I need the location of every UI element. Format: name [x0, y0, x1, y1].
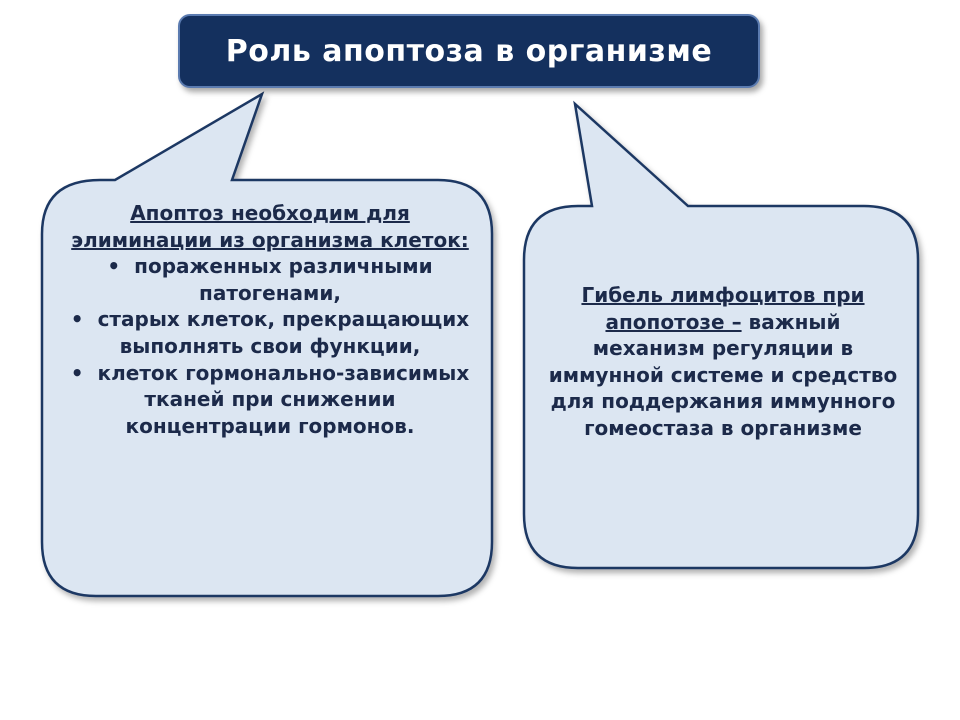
title-box [178, 14, 760, 88]
left-bubble-text [70, 200, 470, 439]
page-title: Роль апоптоза в организме [225, 33, 713, 69]
list-item: • клеток гормонально-зависимых тканей при снижении концентрации гормонов. [70, 360, 470, 440]
right-bubble-text [548, 282, 898, 442]
left-bubble-heading: Апоптоз необходим для элиминации из организма клеток: [71, 201, 469, 252]
right-bubble-heading: Гибель лимфоцитов при апопотозе – [581, 283, 865, 334]
list-item: • старых клеток, прекращающих выполнять свои функции, [70, 306, 470, 359]
list-item: • пораженных различными патогенами, [70, 253, 470, 306]
right-bubble-body: важный механизм регуляции в иммунной системе и средство для поддержания иммунного гомеостаза в организме [548, 309, 898, 440]
left-bullet-list [70, 253, 470, 439]
